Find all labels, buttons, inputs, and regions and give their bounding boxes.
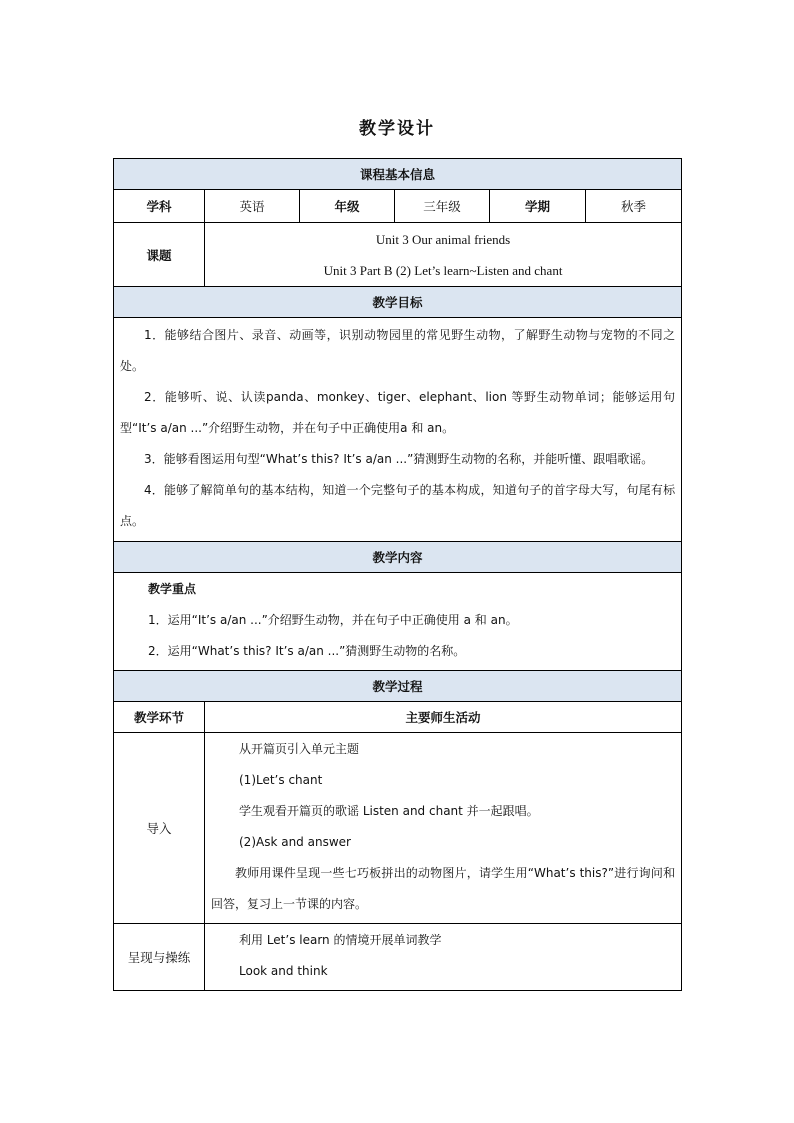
activity-paragraph: 教师用课件呈现一些七巧板拼出的动物图片，请学生用“What’s this?”进行询问和回答，复习上一节课的内容。 bbox=[211, 866, 676, 911]
key-points-label: 教学重点 bbox=[148, 582, 197, 596]
key-point-item: 1．运用“It’s a/an ...”介绍野生动物，并在句子中正确使用 a 和 an。 bbox=[148, 613, 518, 627]
goal-item: 4．能够了解简单句的基本结构，知道一个完整句子的基本构成，知道句子的首字母大写，句尾有标点。 bbox=[120, 483, 676, 528]
topic-line-1: Unit 3 Our animal friends bbox=[375, 231, 511, 247]
activity-header: 主要师生活动 bbox=[205, 702, 682, 733]
topic-value bbox=[205, 223, 682, 287]
stage-activities bbox=[205, 733, 682, 924]
grade-value: 三年级 bbox=[395, 190, 490, 223]
content-cell bbox=[114, 573, 682, 671]
subject-label: 学科 bbox=[114, 190, 205, 223]
goal-item: 2．能够听、说、认读panda、monkey、tiger、elephant、lion 等野生动物单词；能够运用句型“It’s a/an ...”介绍野生动物，并在句子中正确使用a 和 an。 bbox=[120, 390, 676, 435]
activity-line: 学生观看开篇页的歌谣 Listen and chant 并一起跟唱。 bbox=[239, 804, 539, 818]
activity-line: Look and think bbox=[239, 964, 328, 978]
lesson-plan-table bbox=[113, 158, 682, 991]
stage-activities bbox=[205, 924, 682, 991]
topic-line-2: Unit 3 Part B (2) Let’s learn~Listen and chant bbox=[323, 262, 563, 278]
stage-name: 呈现与操练 bbox=[114, 924, 205, 991]
activity-line: (1)Let’s chant bbox=[239, 773, 323, 787]
page-title: 教学设计 bbox=[359, 119, 435, 139]
stage-header: 教学环节 bbox=[114, 702, 205, 733]
key-point-item: 2．运用“What’s this? It’s a/an ...”猜测野生动物的名称。 bbox=[148, 644, 466, 658]
section-content: 教学内容 bbox=[114, 542, 682, 573]
grade-label: 年级 bbox=[300, 190, 395, 223]
section-process: 教学过程 bbox=[114, 671, 682, 702]
topic-label: 课题 bbox=[114, 223, 205, 287]
stage-name: 导入 bbox=[114, 733, 205, 924]
section-basic-info: 课程基本信息 bbox=[114, 159, 682, 190]
activity-line: 利用 Let’s learn 的情境开展单词教学 bbox=[239, 933, 442, 947]
term-label: 学期 bbox=[490, 190, 586, 223]
section-goals: 教学目标 bbox=[114, 287, 682, 318]
goal-item: 1．能够结合图片、录音、动画等，识别动物园里的常见野生动物，了解野生动物与宠物的不同之处。 bbox=[120, 328, 676, 373]
activity-line: (2)Ask and answer bbox=[239, 835, 351, 849]
goals-cell bbox=[114, 318, 682, 542]
subject-value: 英语 bbox=[205, 190, 300, 223]
term-value: 秋季 bbox=[586, 190, 682, 223]
activity-line: 从开篇页引入单元主题 bbox=[239, 742, 360, 756]
goal-item: 3．能够看图运用句型“What’s this? It’s a/an ...”猜测野生动物的名称，并能听懂、跟唱歌谣。 bbox=[144, 452, 654, 466]
